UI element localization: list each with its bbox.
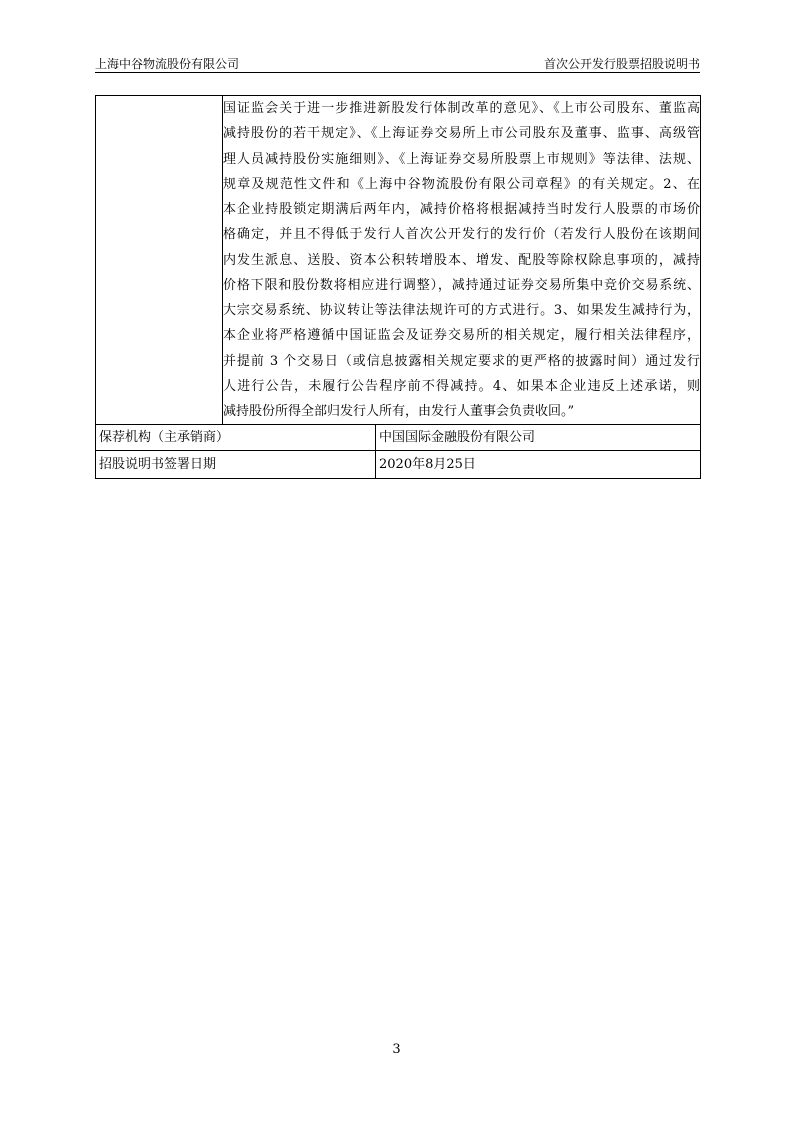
info-table [95, 95, 701, 479]
table-row-sponsor [96, 425, 701, 451]
text-line: 本企业持股锁定期满后两年内，减持价格将根据减持当时发行人股票的市场价 [223, 202, 700, 217]
text-line: 减持股份所得全部归发行人所有，由发行人董事会负责收回。” [223, 404, 575, 419]
text-line: 本企业将严格遵循中国证监会及证券交易所的相关规定，履行相关法律程序， [223, 328, 700, 344]
signing-date-value: 2020年8月25日 [376, 451, 701, 479]
text-line: 大宗交易系统、协议转让等法律法规许可的方式进行。3、如果发生减持行为， [223, 303, 700, 318]
signing-date-label: 招股说明书签署日期 [96, 451, 376, 479]
text-line: 减持股份的若干规定》、《上海证券交易所上市公司股东及董事、监事、高级管 [223, 126, 700, 142]
header-company-name: 上海中谷物流股份有限公司 [95, 57, 240, 71]
page-number: 3 [392, 1042, 401, 1057]
text-line: 规章及规范性文件和《上海中谷物流股份有限公司章程》的有关规定。2、在 [223, 176, 700, 192]
text-line: 并提前 3 个交易日（或信息披露相关规定要求的更严格的披露时间）通过发行 [223, 353, 700, 369]
commitment-text-cell [223, 96, 701, 425]
text-line: 国证监会关于进一步推进新股发行体制改革的意见》、《上市公司股东、董监高 [223, 101, 700, 116]
sponsor-label: 保荐机构（主承销商） [96, 425, 376, 451]
text-line: 人进行公告，未履行公告程序前不得减持。4、如果本企业违反上述承诺，则 [223, 378, 700, 394]
text-line: 内发生派息、送股、资本公积转增股本、增发、配股等除权除息事项的，减持 [223, 252, 700, 268]
text-line: 格确定，并且不得低于发行人首次公开发行的发行价（若发行人股份在该期间 [223, 227, 700, 243]
text-line: 理人员减持股份实施细则》、《上海证券交易所股票上市规则》等法律、法规、 [223, 151, 700, 167]
table-row-commitment [96, 96, 701, 425]
table-row-signing-date [96, 451, 701, 479]
sponsor-value: 中国国际金融股份有限公司 [376, 425, 701, 451]
page-header [95, 55, 700, 73]
header-document-title: 首次公开发行股票招股说明书 [543, 57, 700, 71]
text-line: 价格下限和股份数将相应进行调整），减持通过证券交易所集中竞价交易系统、 [223, 277, 700, 293]
commitment-label-cell [96, 96, 223, 425]
